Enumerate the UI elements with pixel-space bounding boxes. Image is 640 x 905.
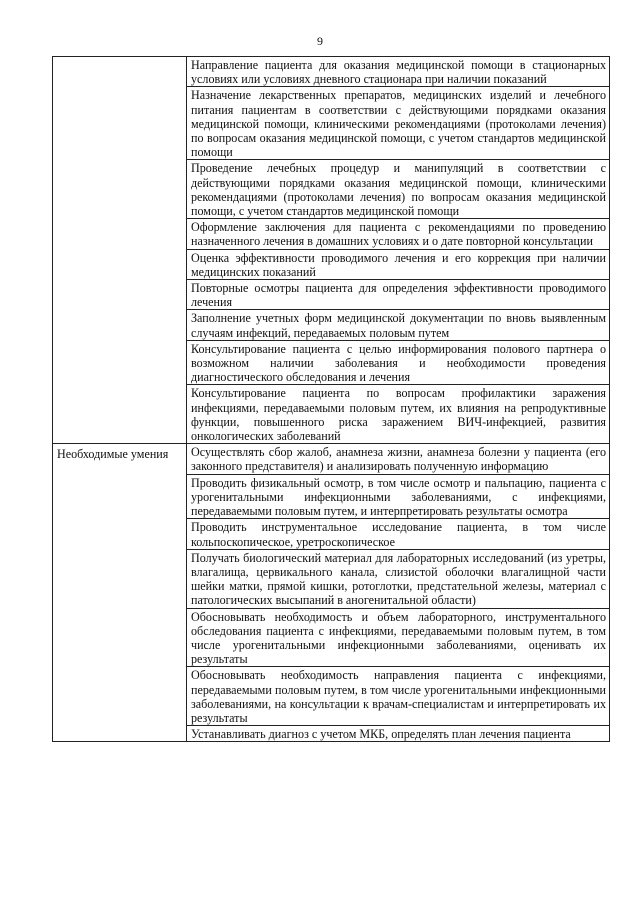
skill-cell: Получать биологический материал для лабораторных исследований (из уретры, влагалища, цервикального канала, слизистой оболочки влагалищной части шейки матки, прямой кишки, ротоглотки, предстательной железы, материал с патологических высыпаний в аногенитальной области) [187, 549, 610, 608]
skills-label-cell: Необходимые умения [53, 444, 187, 742]
table-row [53, 444, 610, 474]
action-cell: Направление пациента для оказания медицинской помощи в стационарных условиях или условиях дневного стационара при наличии показаний [187, 57, 610, 87]
page-number: 9 [317, 34, 323, 48]
skill-cell: Осуществлять сбор жалоб, анамнеза жизни, анамнеза болезни у пациента (его законного представителя) и анализировать полученную информацию [187, 444, 610, 474]
action-cell: Консультирование пациента по вопросам профилактики заражения инфекциями, передаваемыми половым путем, их влияния на репродуктивные функции, повышенного риска заражением ВИЧ-инфекцией, развития онкологических заболеваний [187, 385, 610, 444]
skill-cell: Устанавливать диагноз с учетом МКБ, определять план лечения пациента [187, 726, 610, 742]
skill-cell: Проводить физикальный осмотр, в том числе осмотр и пальпацию, пациента с урогенитальными инфекционными заболеваниями, с инфекциями, передаваемыми половым путем, и интерпретировать результаты осмотра [187, 474, 610, 519]
action-cell: Повторные осмотры пациента для определения эффективности проводимого лечения [187, 280, 610, 310]
action-cell: Заполнение учетных форм медицинской документации по вновь выявленным случаям инфекций, передаваемых половым путем [187, 310, 610, 340]
labor-actions-label-cell [53, 57, 187, 444]
action-cell: Проведение лечебных процедур и манипуляций в соответствии с действующими порядками оказания медицинской помощи, клиническими рекомендациями (протоколами лечения) по вопросам оказания медицинской помощи, с учетом стандартов медицинской помощи [187, 160, 610, 219]
skill-cell: Проводить инструментальное исследование пациента, в том числе кольпоскопическое, уретроскопическое [187, 519, 610, 549]
action-cell: Оформление заключения для пациента с рекомендациями по проведению назначенного лечения в домашних условиях и о дате повторной консультации [187, 219, 610, 249]
action-cell: Назначение лекарственных препаратов, медицинских изделий и лечебного питания пациентам в соответствии с действующими порядками оказания медицинской помощи, клиническими рекомендациями (протоколами лечения) по вопросам оказания медицинской помощи, с учетом стандартов медицинской помощи [187, 87, 610, 160]
table-row [53, 57, 610, 87]
action-cell: Оценка эффективности проводимого лечения и его коррекция при наличии медицинских показаний [187, 249, 610, 279]
requirements-table [52, 56, 610, 742]
action-cell: Консультирование пациента с целью информирования полового партнера о возможном наличии заболевания и необходимости проведения диагностического обследования и лечения [187, 340, 610, 385]
skill-cell: Обосновывать необходимость и объем лабораторного, инструментального обследования пациента с инфекциями, передаваемыми половым путем, в том числе урогенитальными инфекционными заболеваниями, оценивать их результаты [187, 608, 610, 667]
skill-cell: Обосновывать необходимость направления пациента с инфекциями, передаваемыми половым путем, в том числе урогенитальными инфекционными заболеваниями, на консультации к врачам-специалистам и интерпретировать их результаты [187, 667, 610, 726]
